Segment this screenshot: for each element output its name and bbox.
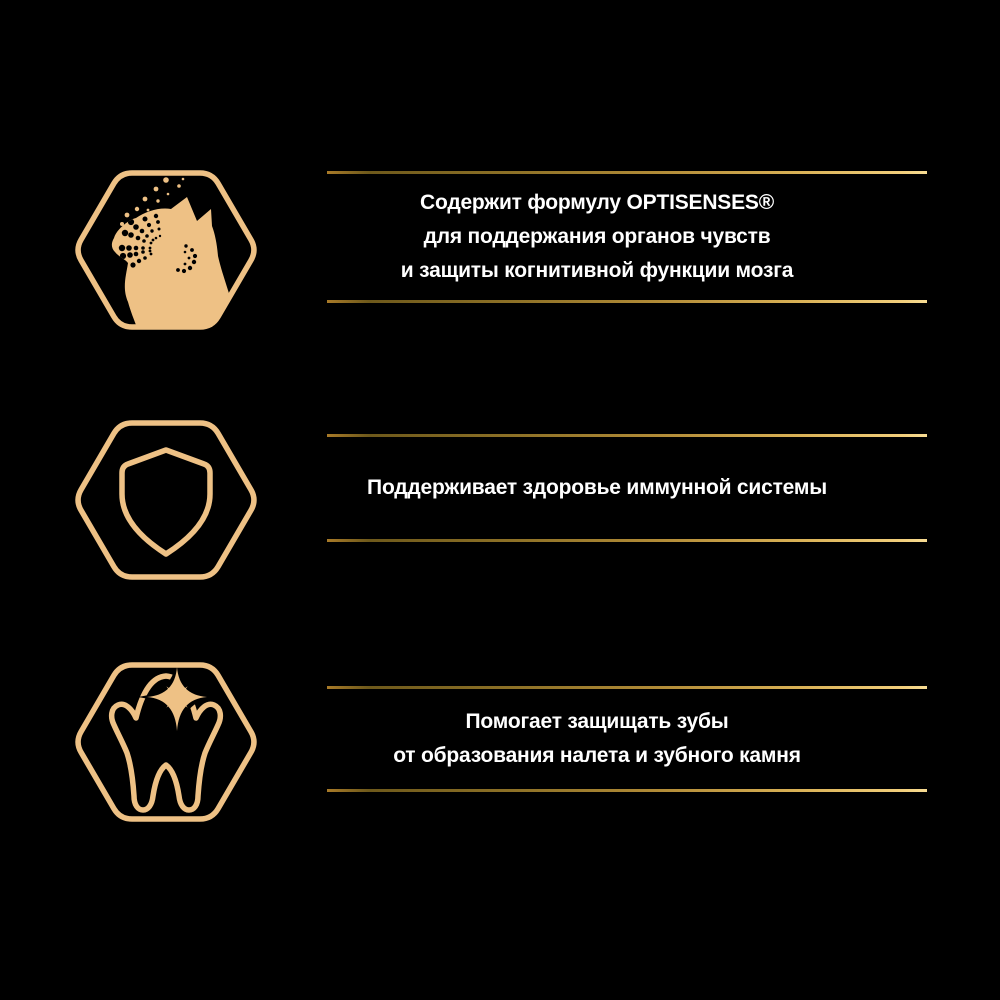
feature-text-block-immunity	[327, 434, 927, 542]
feature-caption	[327, 174, 927, 300]
caption-line: Помогает защищать зубы	[465, 710, 729, 733]
caption-line: и защиты когнитивной функции мозга	[400, 259, 794, 282]
gold-divider	[327, 539, 927, 542]
gold-divider	[327, 300, 927, 303]
caption-line: Содержит формулу OPTISENSES®	[420, 191, 774, 214]
feature-caption	[327, 689, 927, 789]
shield-icon	[70, 414, 262, 586]
feature-caption	[327, 437, 927, 539]
caption-line: от образования налета и зубного камня	[393, 744, 801, 767]
gold-divider	[327, 789, 927, 792]
caption-line: для поддержания органов чувств	[423, 225, 771, 248]
feature-text-block-teeth	[327, 686, 927, 792]
shield-outline	[122, 450, 210, 554]
caption-line: Поддерживает здоровье иммунной системы	[367, 476, 827, 499]
cat-senses-icon	[70, 164, 262, 336]
tooth-sparkle-icon	[70, 656, 262, 828]
feature-text-block-senses	[327, 171, 927, 303]
sparkle	[137, 657, 218, 743]
